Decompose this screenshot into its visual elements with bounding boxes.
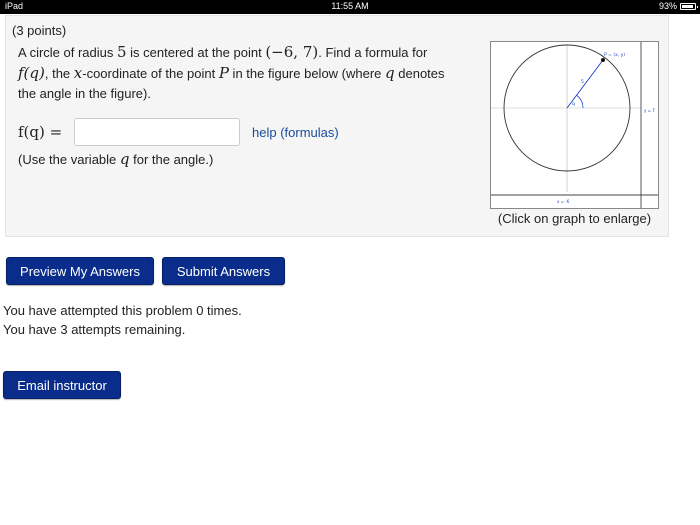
statement-text: in the figure below (where bbox=[228, 66, 386, 81]
hint-text-part: for the angle.) bbox=[129, 152, 214, 167]
circle-graph[interactable] bbox=[490, 41, 659, 209]
submit-answers-button[interactable]: Submit Answers bbox=[162, 257, 285, 285]
line-label-x: x = -6 bbox=[557, 199, 570, 204]
clock: 11:55 AM bbox=[331, 1, 369, 11]
hint-text bbox=[18, 150, 213, 168]
battery-area bbox=[659, 1, 696, 11]
battery-percent: 93% bbox=[658, 1, 677, 11]
math-function: f(q) bbox=[18, 64, 45, 82]
preview-answers-button[interactable]: Preview My Answers bbox=[6, 257, 154, 285]
answer-label: f(q) = bbox=[18, 123, 63, 141]
math-radius: 5 bbox=[117, 43, 127, 61]
point-p-label: P = (x, y) bbox=[604, 53, 626, 58]
hint-var: q bbox=[119, 150, 130, 168]
math-point: P bbox=[218, 64, 229, 82]
angle-arc bbox=[577, 95, 583, 108]
graph-caption: (Click on graph to enlarge) bbox=[497, 211, 652, 226]
battery-icon bbox=[680, 3, 696, 10]
math-center: (−6, 7) bbox=[265, 43, 319, 61]
math-var-q: q bbox=[385, 64, 395, 82]
statement-text: A circle of radius bbox=[18, 45, 117, 60]
problem-panel bbox=[5, 15, 669, 237]
statement-text: denotes the angle in the figure). bbox=[18, 66, 445, 101]
help-formulas-link[interactable]: help (formulas) bbox=[252, 124, 339, 140]
battery-fill bbox=[682, 5, 693, 8]
statement-text: is centered at the point bbox=[126, 45, 266, 60]
points-label: (3 points) bbox=[12, 23, 67, 38]
attempts-made: You have attempted this problem 0 times. bbox=[3, 303, 242, 318]
point-p-dot bbox=[601, 58, 605, 62]
answer-input[interactable] bbox=[74, 118, 240, 146]
status-bar bbox=[0, 0, 700, 14]
attempts-remaining: You have 3 attempts remaining. bbox=[3, 322, 186, 337]
radius-segment bbox=[567, 60, 603, 108]
radius-label: 5 bbox=[581, 80, 584, 85]
line-label-y: y = 7 bbox=[644, 108, 655, 113]
statement-text: . Find a formula for bbox=[318, 45, 428, 60]
attempts-info bbox=[3, 301, 242, 339]
statement-text: , the bbox=[44, 66, 74, 81]
angle-label: q bbox=[572, 102, 575, 107]
math-var-x: x bbox=[73, 64, 83, 82]
graph-svg bbox=[491, 42, 658, 208]
answer-row bbox=[18, 118, 339, 146]
statement-text: -coordinate of the point bbox=[82, 66, 219, 81]
hint-text-part: (Use the variable bbox=[18, 152, 120, 167]
problem-statement bbox=[18, 42, 458, 104]
email-instructor-button[interactable]: Email instructor bbox=[3, 371, 121, 399]
device-label: iPad bbox=[5, 1, 24, 11]
